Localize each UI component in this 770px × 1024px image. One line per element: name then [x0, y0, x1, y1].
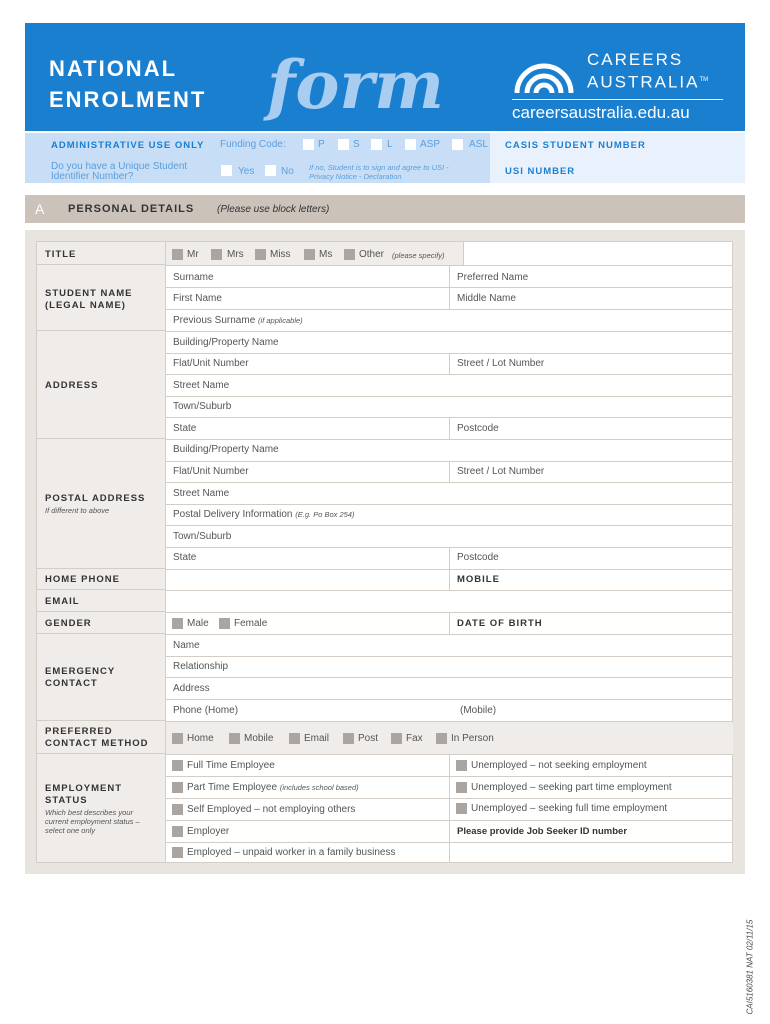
- title-ms-label: Ms: [319, 249, 333, 260]
- emergency-contact-label: EMERGENCY CONTACT: [45, 666, 116, 689]
- part-time-label: [187, 782, 359, 793]
- usi-note: If no, Student is to sign and agree to USI - Privacy Notice - Declaration: [309, 163, 449, 181]
- grid-line: [449, 547, 450, 590]
- email-label: EMAIL: [45, 596, 80, 607]
- postal-delivery-field[interactable]: [173, 509, 354, 520]
- building-field[interactable]: Building/Property Name: [173, 337, 279, 348]
- grid-line: [166, 699, 733, 700]
- grid-line: [449, 353, 450, 374]
- funding-s-label: S: [353, 139, 360, 150]
- title-mrs-checkbox[interactable]: [211, 249, 222, 260]
- employment-status-note: Which best describes your current employment status – select one only: [45, 808, 140, 835]
- grid-line: [166, 504, 733, 505]
- emergency-name-field[interactable]: Name: [173, 640, 200, 651]
- unemployed-not-seeking-checkbox[interactable]: [456, 760, 467, 771]
- middle-name-field[interactable]: Middle Name: [457, 293, 516, 304]
- part-time-text: Part Time Employee: [187, 782, 278, 793]
- section-letter: A: [35, 201, 45, 217]
- funding-asl-label: ASL: [469, 139, 488, 150]
- student-name-label: STUDENT NAME (LEGAL NAME): [45, 288, 133, 311]
- contact-home-label: Home: [187, 733, 214, 744]
- contact-in-person-checkbox[interactable]: [436, 733, 447, 744]
- contact-email-label: Email: [304, 733, 330, 744]
- unpaid-worker-checkbox[interactable]: [172, 847, 183, 858]
- contact-in-person-label: In Person: [451, 733, 494, 744]
- postal-building-field[interactable]: Building/Property Name: [173, 444, 279, 455]
- postal-flat-field[interactable]: Flat/Unit Number: [173, 466, 249, 477]
- usi-yes-checkbox[interactable]: [221, 165, 232, 176]
- form-script-word: [263, 38, 445, 124]
- po-box-note: (E.g. Po Box 254): [295, 510, 355, 519]
- unemployed-not-seeking-label: Unemployed – not seeking employment: [471, 760, 647, 771]
- contact-mobile-checkbox[interactable]: [229, 733, 240, 744]
- grid-line: [166, 309, 733, 310]
- funding-asp-checkbox[interactable]: [405, 139, 416, 150]
- postal-town-field[interactable]: Town/Suburb: [173, 531, 232, 542]
- self-employed-label: Self Employed – not employing others: [187, 804, 356, 815]
- preferred-name-field[interactable]: Preferred Name: [457, 272, 529, 283]
- title-other-input[interactable]: [464, 242, 732, 265]
- gender-male-checkbox[interactable]: [172, 618, 183, 629]
- svg-text:form: form: [267, 46, 445, 124]
- form-code: CAI5160381 NAT 02/11/15: [745, 919, 755, 1015]
- grid-line: [166, 396, 733, 397]
- funding-l-checkbox[interactable]: [371, 139, 382, 150]
- title-label: TITLE: [45, 249, 77, 260]
- gender-female-checkbox[interactable]: [219, 618, 230, 629]
- grid-line: [166, 374, 733, 375]
- brand-name: CAREERS AUSTRALIA™: [587, 50, 709, 92]
- title-miss-label: Miss: [270, 249, 291, 260]
- title-other-checkbox[interactable]: [344, 249, 355, 260]
- postal-postcode-field[interactable]: Postcode: [457, 552, 499, 563]
- employer-label: Employer: [187, 826, 230, 837]
- unemployed-part-time-label: Unemployed – seeking part time employment: [471, 782, 672, 793]
- mobile-label: MOBILE: [457, 574, 500, 585]
- previous-surname-field[interactable]: [173, 315, 303, 326]
- job-seeker-id-label: Please provide Job Seeker ID number: [457, 826, 628, 837]
- form-title: NATIONAL ENROLMENT: [49, 56, 207, 112]
- grid-line: [166, 439, 733, 440]
- title-other-label: Other: [359, 249, 385, 260]
- funding-p-label: P: [318, 139, 325, 150]
- usi-question: Do you have a Unique Student Identifier Number?: [51, 161, 188, 182]
- gender-male-label: Male: [187, 618, 209, 629]
- contact-fax-checkbox[interactable]: [391, 733, 402, 744]
- grid-line: [166, 656, 733, 657]
- first-name-field[interactable]: First Name: [173, 293, 222, 304]
- preferred-contact-label: PREFERRED CONTACT METHOD: [45, 726, 149, 749]
- postal-address-note: If different to above: [45, 506, 110, 515]
- unemployed-full-time-label: Unemployed – seeking full time employment: [471, 803, 668, 814]
- section-title: PERSONAL DETAILS: [68, 203, 195, 215]
- emergency-mobile-field[interactable]: (Mobile): [460, 705, 497, 716]
- usi-number-label: USI NUMBER: [505, 166, 576, 177]
- surname-field[interactable]: Surname: [173, 272, 214, 283]
- contact-email-checkbox[interactable]: [289, 733, 300, 744]
- contact-post-label: Post: [358, 733, 379, 744]
- grid-line: [449, 265, 450, 309]
- grid-line: [166, 634, 733, 635]
- postal-delivery-label: Postal Delivery Information: [173, 509, 293, 520]
- please-specify-note: (please specify): [392, 251, 445, 260]
- admin-use-label: ADMINISTRATIVE USE ONLY: [51, 140, 205, 151]
- grid-line: [166, 482, 733, 483]
- employer-checkbox[interactable]: [172, 826, 183, 837]
- employment-status-label: EMPLOYMENT STATUS: [45, 783, 123, 806]
- title-ms-checkbox[interactable]: [304, 249, 315, 260]
- contact-fax-label: Fax: [406, 733, 423, 744]
- gender-female-label: Female: [234, 618, 268, 629]
- website-link[interactable]: careersaustralia.edu.au: [512, 103, 690, 122]
- postal-address-label: POSTAL ADDRESS: [45, 493, 146, 504]
- postal-street-lot-field[interactable]: Street / Lot Number: [457, 466, 545, 477]
- careers-australia-logo-icon: [513, 35, 575, 93]
- flat-field[interactable]: Flat/Unit Number: [173, 358, 249, 369]
- postal-street-name-field[interactable]: Street Name: [173, 488, 230, 499]
- full-time-label: Full Time Employee: [187, 760, 275, 771]
- title-mrs-label: Mrs: [227, 249, 244, 260]
- grid-line: [166, 677, 733, 678]
- unemployed-part-time-checkbox[interactable]: [456, 782, 467, 793]
- section-subtitle: (Please use block letters): [217, 204, 330, 215]
- funding-s-checkbox[interactable]: [338, 139, 349, 150]
- contact-mobile-label: Mobile: [244, 733, 274, 744]
- contact-post-checkbox[interactable]: [343, 733, 354, 744]
- funding-p-checkbox[interactable]: [303, 139, 314, 150]
- postal-label-cell: [37, 439, 166, 569]
- job-seeker-id-input[interactable]: [450, 843, 733, 862]
- self-employed-checkbox[interactable]: [172, 804, 183, 815]
- part-time-checkbox[interactable]: [172, 782, 183, 793]
- grid-line: [449, 461, 450, 482]
- grid-line: [166, 721, 733, 722]
- grid-line: [449, 612, 450, 634]
- full-time-checkbox[interactable]: [172, 760, 183, 771]
- address-label: ADDRESS: [45, 380, 99, 391]
- unemployed-full-time-checkbox[interactable]: [456, 803, 467, 814]
- brand-divider: [512, 99, 723, 100]
- home-phone-input[interactable]: [166, 570, 449, 590]
- usi-no-checkbox[interactable]: [265, 165, 276, 176]
- usi-yes-label: Yes: [238, 166, 255, 177]
- funding-asp-label: ASP: [420, 139, 441, 150]
- emergency-home-phone-field[interactable]: Phone (Home): [173, 705, 239, 716]
- grid-line: [166, 525, 733, 526]
- postal-state-field[interactable]: State: [173, 552, 197, 563]
- state-field[interactable]: State: [173, 423, 197, 434]
- email-input[interactable]: [166, 591, 733, 612]
- date-of-birth-label: DATE OF BIRTH: [457, 618, 543, 629]
- street-lot-field[interactable]: Street / Lot Number: [457, 358, 545, 369]
- grid-line: [449, 417, 450, 439]
- emergency-address-field[interactable]: Address: [173, 683, 210, 694]
- grid-line: [166, 331, 733, 332]
- casis-number-label: CASIS STUDENT NUMBER: [505, 140, 646, 151]
- funding-asl-checkbox[interactable]: [452, 139, 463, 150]
- title-mr-checkbox[interactable]: [172, 249, 183, 260]
- emergency-relationship-field[interactable]: Relationship: [173, 661, 229, 672]
- home-phone-label: HOME PHONE: [45, 574, 120, 585]
- gender-label: GENDER: [45, 618, 92, 629]
- usi-no-label: No: [281, 166, 294, 177]
- postcode-field[interactable]: Postcode: [457, 423, 499, 434]
- funding-code-label: Funding Code:: [220, 139, 286, 150]
- contact-home-checkbox[interactable]: [172, 733, 183, 744]
- title-miss-checkbox[interactable]: [255, 249, 266, 260]
- funding-l-label: L: [387, 139, 393, 150]
- previous-surname-label: Previous Surname: [173, 315, 256, 326]
- town-field[interactable]: Town/Suburb: [173, 401, 232, 412]
- form-header: [25, 23, 745, 131]
- school-based-note: (includes school based): [279, 783, 359, 792]
- if-applicable-note: (if applicable): [258, 316, 303, 325]
- title-mr-label: Mr: [187, 249, 199, 260]
- unpaid-worker-label: Employed – unpaid worker in a family business: [187, 847, 396, 858]
- street-name-field[interactable]: Street Name: [173, 380, 230, 391]
